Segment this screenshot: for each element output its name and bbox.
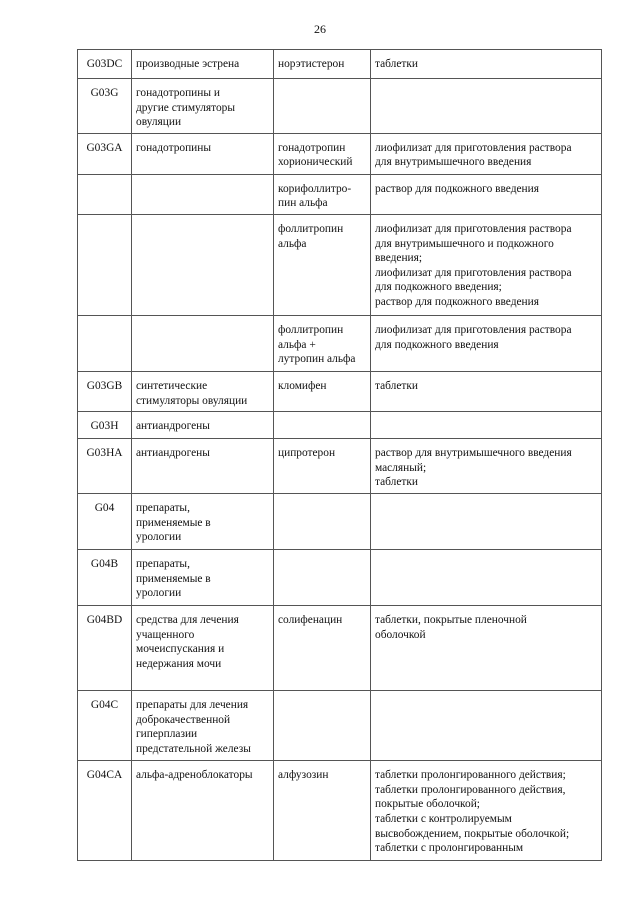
group-cell: антиандрогены [132,439,274,494]
group-cell [132,174,274,214]
atc-code-cell: G04CA [78,761,132,861]
substance-cell [274,494,371,550]
group-cell: препараты для лечения доброкачественной гиперплазии предстательной железы [132,691,274,761]
table-row [78,412,602,439]
substance-cell: кломифен [274,371,371,411]
substance-cell: корифоллитро- пин альфа [274,174,371,214]
group-cell: гонадотропины [132,133,274,174]
table-row [78,214,602,315]
atc-code-cell: G03DC [78,50,132,79]
table-row [78,761,602,861]
group-cell: гонадотропины и другие стимуляторы овуляции [132,79,274,134]
dosage-form-cell: раствор для подкожного введения [371,174,602,214]
group-cell: препараты, применяемые в урологии [132,494,274,550]
table-row [78,371,602,411]
group-cell [132,214,274,315]
atc-code-cell [78,174,132,214]
atc-code-cell: G04BD [78,606,132,691]
substance-cell [274,691,371,761]
drug-table [77,49,602,861]
table-row [78,439,602,494]
substance-cell: фоллитропин альфа + лутропин альфа [274,315,371,371]
table-row [78,315,602,371]
atc-code-cell: G03G [78,79,132,134]
substance-cell [274,550,371,606]
table-row [78,174,602,214]
table-row [78,494,602,550]
substance-cell: солифенацин [274,606,371,691]
group-cell: синтетические стимуляторы овуляции [132,371,274,411]
table-row [78,133,602,174]
atc-code-cell: G04 [78,494,132,550]
substance-cell: фоллитропин альфа [274,214,371,315]
dosage-form-cell: лиофилизат для приготовления раствора для внутримышечного введения [371,133,602,174]
dosage-form-cell: таблетки [371,371,602,411]
substance-cell: алфузозин [274,761,371,861]
substance-cell [274,79,371,134]
dosage-form-cell [371,691,602,761]
substance-cell: ципротерон [274,439,371,494]
atc-code-cell: G04C [78,691,132,761]
table-row [78,550,602,606]
atc-code-cell [78,214,132,315]
table-row [78,691,602,761]
group-cell: препараты, применяемые в урологии [132,550,274,606]
atc-code-cell: G03H [78,412,132,439]
dosage-form-cell: раствор для внутримышечного введения масляный; таблетки [371,439,602,494]
group-cell: альфа-адреноблокаторы [132,761,274,861]
atc-code-cell: G03HA [78,439,132,494]
group-cell: средства для лечения учащенного мочеиспускания и недержания мочи [132,606,274,691]
atc-code-cell [78,315,132,371]
group-cell [132,315,274,371]
dosage-form-cell: таблетки [371,50,602,79]
dosage-form-cell [371,412,602,439]
substance-cell: норэтистерон [274,50,371,79]
group-cell: производные эстрена [132,50,274,79]
table-row [78,606,602,691]
group-cell: антиандрогены [132,412,274,439]
substance-cell [274,412,371,439]
substance-cell: гонадотропин хорионический [274,133,371,174]
atc-code-cell: G03GA [78,133,132,174]
dosage-form-cell [371,550,602,606]
dosage-form-cell: лиофилизат для приготовления раствора для внутримышечного и подкожного введения; лиофилизат для приготовления раствора для подкожного введения; раствор для подкожного введения [371,214,602,315]
dosage-form-cell [371,494,602,550]
atc-code-cell: G03GB [78,371,132,411]
dosage-form-cell: таблетки пролонгированного действия; таблетки пролонгированного действия, покрытые оболочкой; таблетки с контролируемым высвобождением, покрытые оболочкой; таблетки с пролонгированным [371,761,602,861]
table-row [78,79,602,134]
dosage-form-cell [371,79,602,134]
dosage-form-cell: таблетки, покрытые пленочной оболочкой [371,606,602,691]
atc-code-cell: G04B [78,550,132,606]
page-number: 26 [314,22,326,36]
dosage-form-cell: лиофилизат для приготовления раствора для подкожного введения [371,315,602,371]
table-row [78,50,602,79]
